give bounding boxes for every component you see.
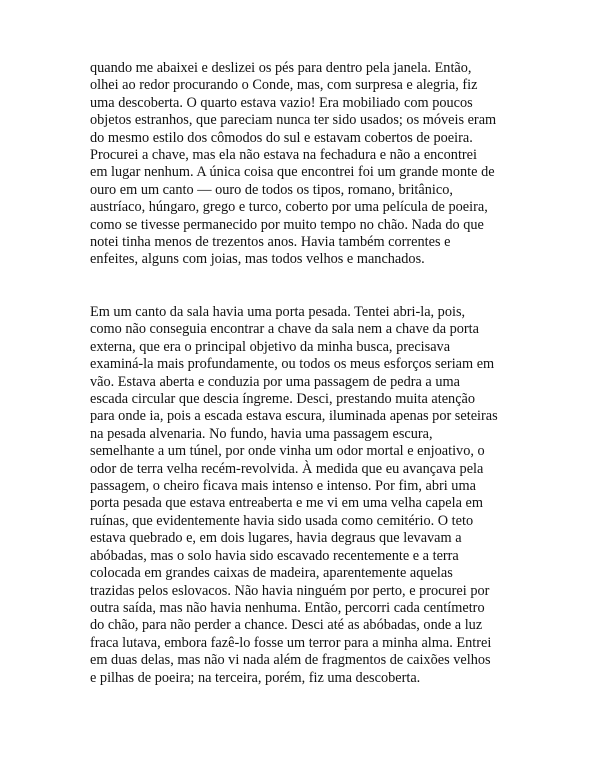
text-line: para onde ia, pois a escada estava escura, iluminada apenas por seteiras	[90, 408, 498, 425]
text-line: escada circular que descia íngreme. Desci, prestando muita atenção	[90, 391, 476, 408]
text-line: vão. Estava aberta e conduzia por uma passagem de pedra a uma	[90, 373, 460, 390]
paragraph-2	[90, 304, 520, 687]
text-line: objetos estranhos, que pareciam nunca ter sido usados; os móveis eram	[90, 112, 497, 129]
text-line: ouro em um canto — ouro de todos os tipos, romano, britânico,	[90, 181, 453, 198]
text-line: notei tinha menos de trezentos anos. Havia também correntes e	[90, 234, 451, 251]
text-line: ruínas, que evidentemente havia sido usada como cemitério. O teto	[90, 512, 474, 529]
text-line: como não conseguia encontrar a chave da sala nem a chave da porta	[90, 321, 480, 338]
text-line: na pesada alvenaria. No fundo, havia uma passagem escura,	[90, 425, 433, 442]
text-line: quando me abaixei e deslizei os pés para dentro pela janela. Então,	[90, 60, 472, 76]
text-line: examiná-la mais profundamente, ou todos os meus esforços seriam em	[90, 356, 495, 373]
text-line: Em um canto da sala havia uma porta pesada. Tentei abri-la, pois,	[90, 304, 466, 320]
text-line: olhei ao redor procurando o Conde, mas, com surpresa e alegria, fiz	[90, 77, 478, 94]
text-line: como se tivesse permanecido por muito tempo no chão. Nada do que	[90, 216, 484, 233]
text-line: estava quebrado e, em dois lugares, havia degraus que levavam a	[90, 530, 462, 547]
text-line: fraca lutava, embora fazê-lo fosse um terror para a minha alma. Entrei	[90, 634, 492, 651]
text-line: uma descoberta. O quarto estava vazio! Era mobiliado com poucos	[90, 94, 473, 111]
text-line: austríaco, húngaro, grego e turco, coberto por uma película de poeira,	[90, 199, 488, 216]
paragraph-1	[90, 60, 520, 269]
text-line: passagem, o cheiro ficava mais intenso e intenso. Por fim, abri uma	[90, 478, 476, 495]
text-line: externa, que era o principal objetivo da minha busca, precisava	[90, 338, 451, 355]
text-line: do mesmo estilo dos cômodos do sul e estavam cobertos de poeira.	[90, 129, 473, 146]
text-line: Procurei a chave, mas ela não estava na fechadura e não a encontrei	[90, 147, 478, 164]
text-line: em duas delas, mas não vi nada além de fragmentos de caixões velhos	[90, 652, 491, 669]
text-line: e pilhas de poeira; na terceira, porém, fiz uma descoberta.	[90, 669, 421, 686]
text-line: semelhante a um túnel, por onde vinha um odor mortal e enjoativo, o	[90, 443, 485, 460]
text-line: abóbadas, mas o solo havia sido escavado recentemente e a terra	[90, 547, 459, 564]
text-line: odor de terra velha recém-revolvida. À medida que eu avançava pela	[90, 460, 484, 477]
text-line: enfeites, alguns com joias, mas todos velhos e manchados.	[90, 251, 425, 268]
text-line: outra saída, mas não havia nenhuma. Então, percorri cada centímetro	[90, 599, 485, 616]
text-line: porta pesada que estava entreaberta e me vi em uma velha capela em	[90, 495, 483, 512]
text-line: colocada em grandes caixas de madeira, aparentemente aquelas	[90, 565, 453, 582]
text-line: do chão, para não perder a chance. Desci até as abóbadas, onde a luz	[90, 617, 483, 634]
text-line: trazidas pelos eslovacos. Não havia ninguém por perto, e procurei por	[90, 582, 490, 599]
text-line: em lugar nenhum. A única coisa que encontrei foi um grande monte de	[90, 164, 495, 181]
